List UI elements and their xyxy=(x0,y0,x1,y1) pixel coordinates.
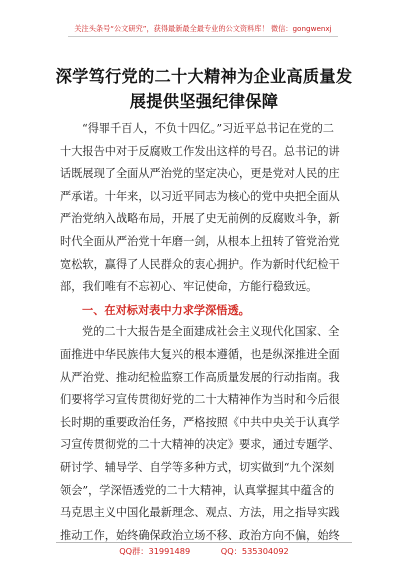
paragraph-line: 十大报告中对于反腐败工作发出这样的号召。总书记的讲 xyxy=(60,144,340,158)
paragraph-line: 领会”，学深悟透党的二十大精神，认真掌握其中蕴含的 xyxy=(60,483,335,497)
paragraph-line: 长时期的重要政治任务，严格按照《中共中央关于认真学 xyxy=(60,415,340,429)
paragraph-line: 时代全面从严治党十年磨一剑，从根本上扭转了管党治党 xyxy=(60,234,340,248)
paragraph-line: 从严治党、推动纪检监察工作高质量发展的行动指南。我 xyxy=(60,370,340,384)
paragraph-line: 面推进中华民族伟大复兴的根本遵循，也是纵深推进全面 xyxy=(60,347,340,361)
paragraph-line: 推动工作，始终确保政治立场不移、政治方向不偏，始终 xyxy=(60,528,340,542)
section-heading: 一、在对标对表中力求学深悟透。 xyxy=(82,302,250,317)
footer-qq: QQ：535304092 xyxy=(220,546,289,556)
paragraph-line: 习宣传贯彻党的二十大精神的决定》要求，通过专题学、 xyxy=(60,438,340,452)
footer-qq-group: QQ群：31991489 xyxy=(119,546,191,556)
footer xyxy=(0,542,408,557)
title-line-2: 展提供坚强纪律保障 xyxy=(129,92,279,111)
paragraph-line: 宽松软，赢得了人民群众的衷心拥护。作为新时代纪检干 xyxy=(60,257,340,271)
paragraph-line: “得罪千百人，不负十四亿。”习近平总书记在党的二 xyxy=(82,122,334,135)
paragraph-line: 研讨学、辅导学、自学等多种方式，切实做到“九个深刻 xyxy=(60,460,335,474)
document-title xyxy=(40,64,368,114)
paragraph-line: 马克思主义中国化最新理念、观点、方法，用之指导实践 xyxy=(60,506,340,520)
paragraph-line: 党的二十大报告是全面建成社会主义现代化国家、全 xyxy=(82,325,340,339)
document-body xyxy=(60,118,356,547)
paragraph-line: 部，我们唯有不忘初心、牢记使命，方能行稳致远。 xyxy=(60,280,318,294)
paragraph-line: 严承诺。十年来，以习近平同志为核心的党中央把全面从 xyxy=(60,189,340,203)
header-banner: 关注头条号“公文研究”，获得最新最全最专业的公文资料库！ 微信：gongwenxj xyxy=(68,22,338,37)
paragraph-line: 严治党纳入战略布局，开展了史无前例的反腐败斗争，新 xyxy=(60,212,340,226)
paragraph-line: 话既展现了全面从严治党的坚定决心，更是党对人民的庄 xyxy=(60,167,340,181)
paragraph-line: 们要将学习宣传贯彻好党的二十大精神作为当时和今后很 xyxy=(60,393,340,407)
title-line-1: 深学笃行党的二十大精神为企业高质量发 xyxy=(55,67,353,86)
footer-divider xyxy=(56,542,352,543)
